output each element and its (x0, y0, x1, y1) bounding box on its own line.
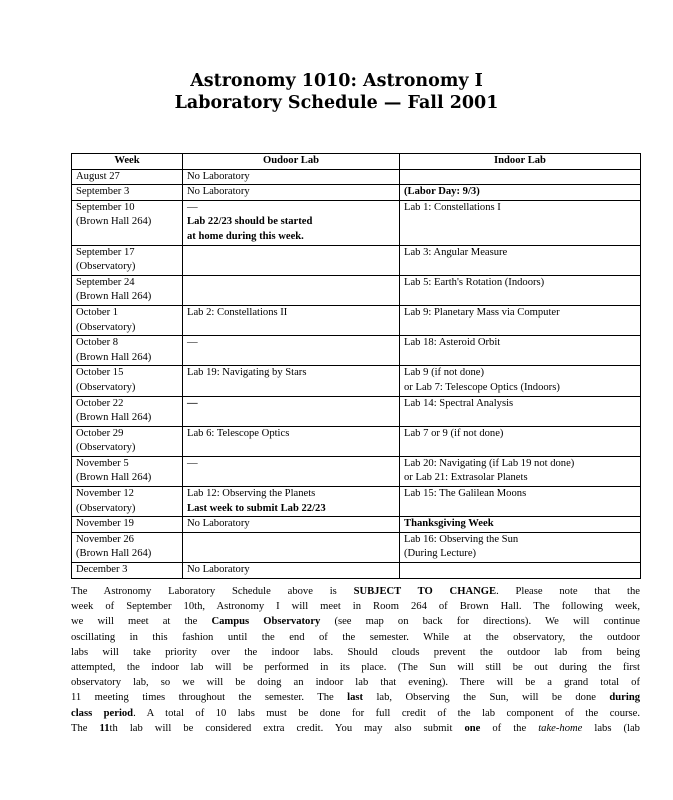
outdoor-lab-text: Lab 19: Navigating by Stars (187, 367, 307, 379)
header-outdoor-lab: Oudoor Lab (183, 154, 400, 170)
schedule-notes-paragraph (71, 584, 640, 736)
week-cell (72, 487, 183, 517)
paragraph-line: oscillating in this fashion until the end of the semester. While at the observatory, the outdoor (71, 631, 640, 643)
indoor-lab-cell (400, 169, 641, 185)
text-run: of the (480, 722, 539, 734)
week-date: October 8 (76, 337, 119, 349)
text-run: The (71, 722, 100, 734)
indoor-lab-text: Lab 3: Angular Measure (404, 246, 508, 258)
indoor-lab-cell (400, 532, 641, 562)
outdoor-lab-cell (183, 517, 400, 533)
outdoor-lab-cell (183, 366, 400, 396)
week-cell (72, 366, 183, 396)
table-row (72, 336, 641, 366)
week-date: November 19 (76, 518, 134, 530)
indoor-lab-cell (400, 517, 641, 533)
table-row (72, 169, 641, 185)
outdoor-lab-text: — (187, 457, 198, 469)
lab-schedule-table (71, 153, 641, 579)
week-cell (72, 200, 183, 245)
paragraph-line (71, 706, 640, 721)
paragraph-line (71, 690, 640, 705)
week-date: September 3 (76, 186, 130, 198)
paragraph-line (71, 721, 640, 736)
table-row (72, 517, 641, 533)
table-row (72, 185, 641, 201)
outdoor-lab-cell (183, 275, 400, 305)
text-run: . A total of 10 labs must be done for full credit of the lab component of the course. (133, 707, 640, 719)
indoor-lab-cell (400, 185, 641, 201)
outdoor-lab-cell (183, 200, 400, 245)
paragraph-line (71, 584, 640, 599)
table-row (72, 245, 641, 275)
week-location: (Observatory) (76, 442, 136, 454)
outdoor-lab-note: Last week to submit Lab 22/23 (187, 502, 326, 514)
outdoor-lab-cell (183, 396, 400, 426)
week-cell (72, 185, 183, 201)
outdoor-lab-cell (183, 336, 400, 366)
week-cell (72, 396, 183, 426)
week-cell (72, 456, 183, 486)
subject-to-change-emphasis: SUBJECT TO CHANGE (353, 586, 497, 597)
week-location: (Brown Hall 264) (76, 472, 152, 484)
outdoor-lab-cell (183, 456, 400, 486)
week-location: (Brown Hall 264) (76, 351, 152, 363)
week-location: (Brown Hall 264) (76, 548, 152, 560)
week-date: September 10 (76, 201, 135, 213)
indoor-lab-cell (400, 366, 641, 396)
outdoor-lab-text: No Laboratory (187, 186, 250, 198)
indoor-lab-text: Lab 1: Constellations I (404, 201, 501, 213)
indoor-lab-alt: or Lab 21: Extrasolar Planets (404, 472, 528, 484)
document-title: Astronomy 1010: Astronomy I (190, 71, 483, 91)
indoor-lab-text: Lab 9 (if not done) (404, 367, 485, 379)
text-run: 11 meeting times throughout the semester. The (71, 692, 348, 704)
header-week: Week (72, 154, 183, 170)
week-date: November 5 (76, 457, 129, 469)
take-home-emphasis: take-home (538, 722, 583, 734)
paragraph-line: attempted, the indoor lab will be performed in its place. (The Sun will still be out during the first (71, 662, 640, 674)
text-run: th lab will be considered extra credit. You may also submit (109, 722, 465, 734)
week-cell (72, 532, 183, 562)
indoor-lab-cell (400, 275, 641, 305)
week-date: December 3 (76, 564, 128, 576)
outdoor-lab-text: No Laboratory (187, 564, 250, 576)
text-run: lab, Observing the Sun, will be done (363, 692, 610, 704)
table-row (72, 275, 641, 305)
week-cell (72, 426, 183, 456)
outdoor-lab-cell (183, 245, 400, 275)
indoor-lab-cell (400, 200, 641, 245)
text-run: The Astronomy Laboratory Schedule above is (71, 586, 354, 597)
outdoor-lab-cell (183, 185, 400, 201)
text-run: (see map on back for directions). We will continue (320, 616, 640, 628)
indoor-lab-cell (400, 563, 641, 579)
week-date: August 27 (76, 170, 120, 182)
paragraph-line: labs will take priority over the indoor labs. Should clouds prevent the outdoor lab from being (71, 646, 640, 658)
table-row (72, 426, 641, 456)
table-row (72, 487, 641, 517)
indoor-lab-cell (400, 336, 641, 366)
text-run: labs (lab (582, 722, 640, 734)
outdoor-lab-text: No Laboratory (187, 170, 250, 182)
week-location: (Brown Hall 264) (76, 412, 152, 424)
indoor-lab-alt: or Lab 7: Telescope Optics (Indoors) (404, 381, 560, 393)
indoor-lab-text: Lab 7 or 9 (if not done) (404, 427, 504, 439)
week-date: November 26 (76, 533, 134, 545)
text-run: we will meet at the (71, 616, 212, 628)
table-row (72, 366, 641, 396)
table-row (72, 532, 641, 562)
week-cell (72, 305, 183, 335)
table-row (72, 396, 641, 426)
paragraph-line: week of September 10th, Astronomy I will meet in Room 264 of Brown Hall. The following week, (71, 601, 640, 613)
week-date: September 17 (76, 246, 135, 258)
table-row (72, 563, 641, 579)
week-cell (72, 517, 183, 533)
week-location: (Observatory) (76, 261, 136, 273)
week-cell (72, 245, 183, 275)
outdoor-lab-cell (183, 532, 400, 562)
outdoor-lab-text: Lab 2: Constellations II (187, 306, 288, 318)
outdoor-lab-note: Lab 22/23 should be started (187, 216, 313, 228)
week-location: (Brown Hall 264) (76, 291, 152, 303)
outdoor-lab-text: No Laboratory (187, 518, 250, 530)
week-cell (72, 563, 183, 579)
table-row (72, 305, 641, 335)
campus-observatory-emphasis: Campus Observatory (211, 616, 321, 628)
outdoor-lab-cell (183, 169, 400, 185)
week-date: October 1 (76, 306, 119, 318)
outdoor-lab-text: — (187, 337, 198, 349)
indoor-lab-cell (400, 487, 641, 517)
week-location: (Observatory) (76, 502, 136, 514)
indoor-lab-cell (400, 305, 641, 335)
outdoor-lab-note: at home during this week. (187, 230, 304, 242)
indoor-lab-text: Lab 14: Spectral Analysis (404, 397, 514, 409)
outdoor-lab-cell (183, 487, 400, 517)
week-cell (72, 275, 183, 305)
indoor-lab-text: Lab 5: Earth's Rotation (Indoors) (404, 276, 545, 288)
week-location: (Observatory) (76, 321, 136, 333)
during-emphasis: during (609, 692, 640, 704)
outdoor-lab-cell (183, 305, 400, 335)
outdoor-lab-cell (183, 426, 400, 456)
eleventh-emphasis: 11 (99, 722, 110, 734)
indoor-lab-text: Lab 20: Navigating (if Lab 19 not done) (404, 457, 575, 469)
class-period-emphasis: class period (71, 707, 134, 719)
outdoor-lab-cell (183, 563, 400, 579)
indoor-lab-text: Lab 18: Asteroid Orbit (404, 337, 501, 349)
table-row (72, 200, 641, 245)
week-date: November 12 (76, 488, 134, 500)
last-emphasis: last (347, 692, 364, 704)
text-run: . Please note that the (496, 586, 640, 597)
table-row (72, 456, 641, 486)
week-date: October 29 (76, 427, 124, 439)
week-location: (Brown Hall 264) (76, 216, 152, 228)
outdoor-lab-text: Lab 6: Telescope Optics (187, 427, 290, 439)
week-date: October 22 (76, 397, 124, 409)
indoor-lab-text: (Labor Day: 9/3) (404, 186, 480, 198)
indoor-lab-text: Thanksgiving Week (404, 518, 494, 530)
paragraph-line: observatory lab, so we will be doing an indoor lab that evening). There will be a grand total of (71, 677, 640, 689)
indoor-lab-text: Lab 16: Observing the Sun (404, 533, 519, 545)
indoor-lab-alt: (During Lecture) (404, 548, 477, 560)
table-header-row (72, 154, 641, 170)
document-subtitle: Laboratory Schedule — Fall 2001 (174, 93, 499, 113)
header-indoor-lab: Indoor Lab (400, 154, 641, 170)
indoor-lab-text: Lab 9: Planetary Mass via Computer (404, 306, 560, 318)
indoor-lab-cell (400, 396, 641, 426)
indoor-lab-cell (400, 426, 641, 456)
week-location: (Observatory) (76, 381, 136, 393)
week-cell (72, 336, 183, 366)
outdoor-lab-text: — (187, 397, 198, 409)
one-emphasis: one (464, 722, 481, 734)
indoor-lab-cell (400, 245, 641, 275)
outdoor-lab-text: — (187, 201, 198, 213)
week-date: October 15 (76, 367, 124, 379)
paragraph-line (71, 614, 640, 629)
week-cell (72, 169, 183, 185)
week-date: September 24 (76, 276, 135, 288)
outdoor-lab-text: Lab 12: Observing the Planets (187, 488, 316, 500)
indoor-lab-text: Lab 15: The Galilean Moons (404, 488, 527, 500)
indoor-lab-cell (400, 456, 641, 486)
